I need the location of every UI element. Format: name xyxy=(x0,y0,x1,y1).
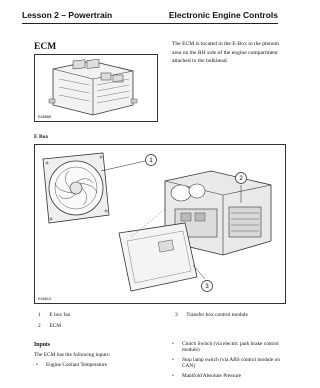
fan-housing xyxy=(43,153,109,223)
callout-3: 3 xyxy=(205,284,209,291)
legend-item xyxy=(38,323,61,329)
list-item: • Engine Coolant Temperature xyxy=(34,362,154,368)
legend-number: 3 xyxy=(175,312,178,318)
legend-item xyxy=(175,312,248,318)
transfer-box-module xyxy=(119,223,197,291)
figure-code: E46813 xyxy=(38,297,52,301)
list-item: • Stop lamp switch (via ABS control module on CAN) xyxy=(170,357,285,369)
legend-number: 2 xyxy=(38,323,41,329)
legend-label: Transfer box control module xyxy=(186,312,248,318)
lesson-title: Lesson 2 – Powertrain xyxy=(22,10,113,20)
inputs-list-left xyxy=(34,362,154,372)
page-header xyxy=(22,6,278,24)
ecm-illustration xyxy=(35,55,157,121)
section-title: ECM xyxy=(34,42,57,52)
callout-2: 2 xyxy=(239,176,243,183)
ecm-figure xyxy=(34,54,158,122)
list-item: • Clutch Switch (via electric park brake control module) xyxy=(170,341,285,353)
legend-label: E box fan xyxy=(49,312,71,318)
legend-label: ECM xyxy=(49,323,62,329)
inputs-intro: The ECM has the following inputs: xyxy=(34,352,111,358)
ebox-illustration xyxy=(35,145,285,303)
legend-item xyxy=(38,312,70,318)
header-rule xyxy=(22,23,278,24)
inputs-list-right xyxy=(170,341,285,383)
chapter-title: Electronic Engine Controls xyxy=(168,10,278,20)
ebox-figure xyxy=(34,144,286,304)
ebox-label: E Box xyxy=(34,134,49,140)
callout-1: 1 xyxy=(149,158,153,165)
figure-code: E46889 xyxy=(38,115,52,119)
intro-paragraph: The ECM is located in the E-Box in the plenum area on the RH side of the engine compartment attached to the bulkhead. xyxy=(172,41,280,65)
legend-number: 1 xyxy=(38,312,41,318)
list-item: • Manifold Absolute Pressure xyxy=(170,373,285,379)
inputs-heading: Inputs xyxy=(34,342,51,348)
